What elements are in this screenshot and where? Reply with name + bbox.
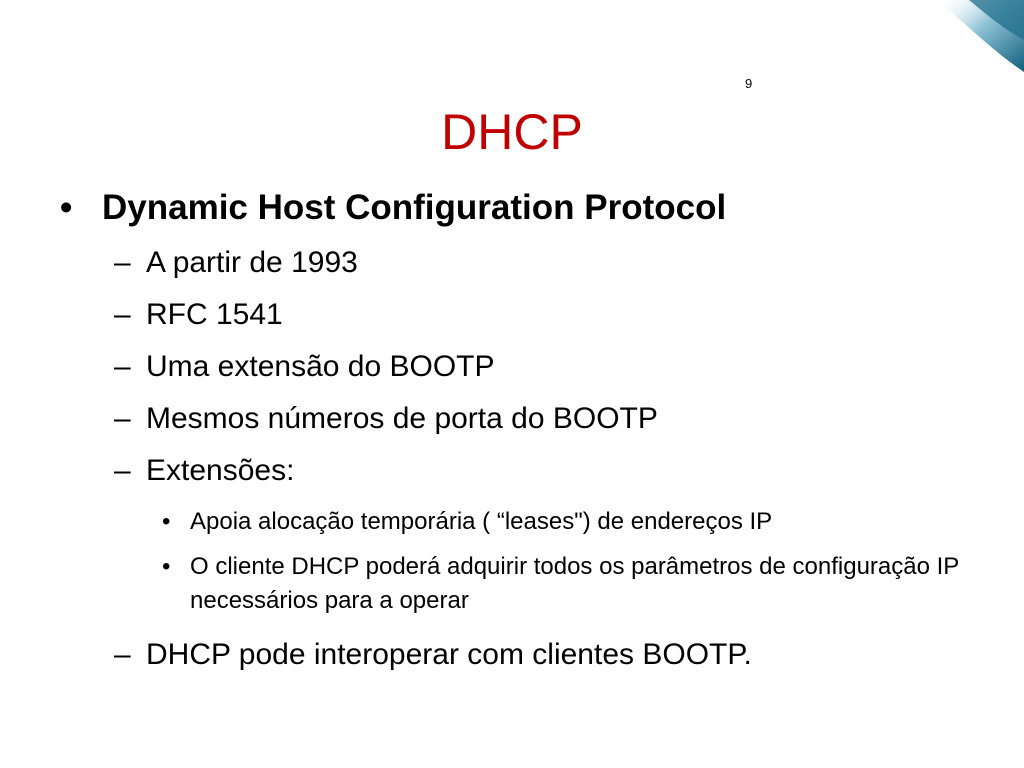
sub-item xyxy=(114,452,294,490)
sub-item-text: Extensões: xyxy=(146,454,295,487)
dash-bullet: – xyxy=(114,246,131,279)
sub-item xyxy=(114,244,358,282)
bullet-dot: • xyxy=(162,508,171,535)
sub-item xyxy=(114,296,283,334)
dash-bullet: – xyxy=(114,454,131,487)
main-bullet xyxy=(60,186,726,230)
dash-bullet: – xyxy=(114,638,131,671)
sub-item xyxy=(114,400,658,438)
slide-title: DHCP xyxy=(441,104,583,160)
bullet-dot: • xyxy=(60,188,73,227)
sub-item xyxy=(114,348,495,386)
extension-item-text: Apoia alocação temporária ( “leases") de endereços IP xyxy=(190,508,773,535)
extension-item xyxy=(162,550,992,618)
sub-item xyxy=(114,636,752,674)
sub-item-text: RFC 1541 xyxy=(146,298,283,331)
slide-number: 9 xyxy=(745,76,753,91)
sub-item-text: Uma extensão do BOOTP xyxy=(146,350,495,383)
bullet-dot: • xyxy=(162,553,171,580)
sub-item-text: Mesmos números de porta do BOOTP xyxy=(146,402,658,435)
dash-bullet: – xyxy=(114,350,131,383)
extension-item-text: O cliente DHCP poderá adquirir todos os parâmetros de configuração IP necessários para a operar xyxy=(190,553,959,614)
sub-item-text: A partir de 1993 xyxy=(146,246,358,279)
sub-item-text: DHCP pode interoperar com clientes BOOTP. xyxy=(146,638,752,671)
dash-bullet: – xyxy=(114,298,131,331)
dash-bullet: – xyxy=(114,402,131,435)
main-bullet-text: Dynamic Host Configuration Protocol xyxy=(102,188,727,227)
extension-item xyxy=(162,505,992,539)
